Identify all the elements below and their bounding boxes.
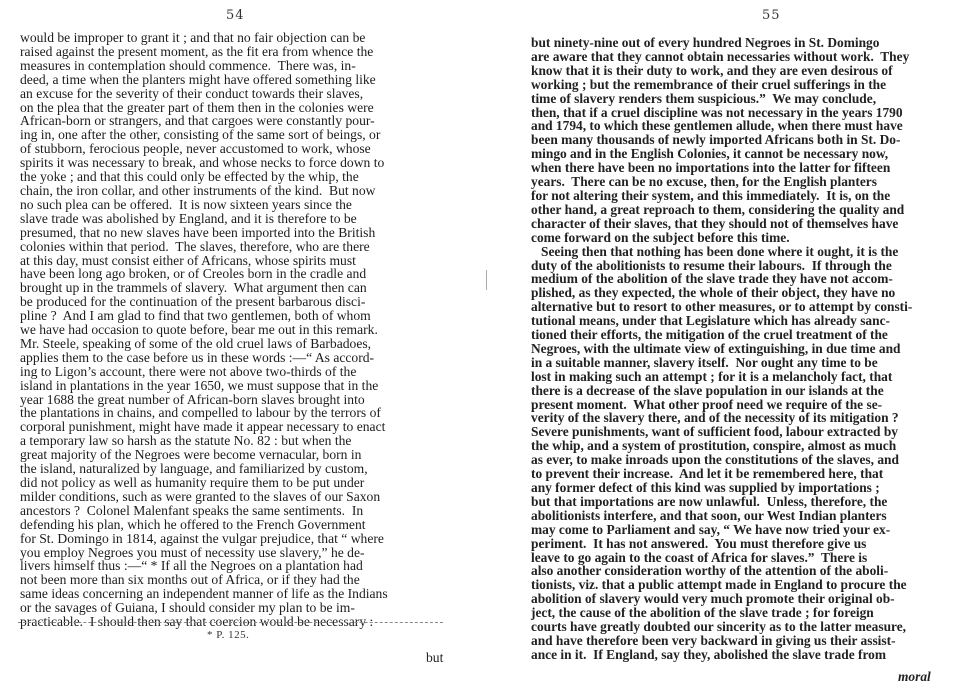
footnote-rule (18, 622, 443, 623)
catchword-right: moral (898, 669, 931, 684)
right-page-body-text: but ninety-nine out of every hundred Negroes in St. Domingo are aware that they cannot obtain necessaries without work. They know that it is their duty to work, and they are even desirous of working ; but the remembrance of their cruel sufferings in the time of slavery renders them suspicious.” We may conclude, then, that if a cruel discipline was not necessary in the years 1790 and 1794, to which these gentlemen allude, when there must have been many thousands of newly imported Africans both in St. Do- mingo and in the English Colonies, it cannot be necessary now, when there have been no importations into the latter for fifteen years. There can be no excuse, then, for the English planters for not altering their system, and this immediately. It is, on the other hand, a great reproach to them, considering the quality and character of their slaves, that they should not of themselves have come forward on the subject before this time. Seeing then that nothing has been done where it ought, it is the duty of the abolitionists to resume their labours. If through the medium of the abolition of the slave trade they have not accom- plished, as they expected, the whole of their object, they have no alternative but to resort to other measures, or to attempt by consti- tutional means, under that Legislature which has already sanc- tioned their efforts, the mitigation of the cruel treatment of the Negroes, with the ultimate view of extinguishing, in due time and in a suitable manner, slavery itself. Nor ought any time to be lost in making such an attempt ; for it is a melancholy fact, that there is a decrease of the slave population in our islands at the present moment. What other proof need we require of the se- verity of the slavery there, and of the necessity of its mitigation ? Severe punishments, want of sufficient food, labour extracted by the whip, and a system of prostitution, conspire, almost as much as ever, to make inroads upon the constitutions of the slaves, and to prevent their increase. And let it be remembered here, that any former defect of this kind was supplied by importations ; but that importations are now unlawful. Unless, therefore, the abolitionists interfere, and that soon, our West Indian planters may come to Parliament and say, “ We have now tried your ex- periment. It has not answered. You must therefore give us leave to go again to the coast of Africa for slaves.” There is also another consideration worthy of the attention of the aboli- tionists, viz. that a public attempt made in England to procure the abolition of slavery would very much promote their original ob- ject, the cause of the abolition of the slave trade ; for foreign courts have greatly doubted our sincerity as to the latter measure, and have therefore been very backward in giving us their assist- ance in it. If England, say they, abolished the slave trade from (531, 35, 913, 662)
gutter-mark (486, 270, 487, 290)
page-number-right: 55 (762, 8, 781, 23)
catchword-left: but (426, 650, 444, 665)
left-page-body-text: would be improper to grant it ; and that no fair objection can be raised against the present moment, as the fit era from whence the measures in contemplation should commence. There was, in- deed, a time when the planters might have offered something like an excuse for the severity of their conduct towards their slaves, on the plea that the greater part of them then in the colonies were African-born or strangers, and that cargoes were constantly pour- ing in, one after the other, consisting of the same sort of beings, or of stubborn, ferocious people, never accustomed to work, whose spirits it was necessary to break, and whose necks to force down to the yoke ; and that this could only be effected by the whip, the chain, the iron collar, and other instruments of the kind. But now no such plea can be offered. It is now sixteen years since the slave trade was abolished by England, and it is therefore to be presumed, that no new slaves have been imported into the British colonies within that period. The slaves, therefore, who are there at this day, must consist either of Africans, whose spirits must have been long ago broken, or of Creoles born in the cradle and brought up in the trammels of slavery. What argument then can be produced for the continuation of the present barbarous disci- pline ? And I am glad to find that two gentlemen, both of whom we have had occasion to quote before, bear me out in this remark. Mr. Steele, speaking of some of the old cruel laws of Barbadoes, applies them to the case before us in these words :—“ As accord- ing to Ligon’s account, there were not above two-thirds of the island in plantations in the year 1650, we must suppose that in the year 1688 the great number of African-born slaves brought into the plantations in chains, and compelled to labour by the terrors of corporal punishment, might have made it appear necessary to enact a temporary law so harsh as the statute No. 82 : but when the great majority of the Negroes were become vernacular, born in the island, naturalized by language, and familiarized by custom, did not policy as well as humanity require them to be put under milder conditions, such as were granted to the slaves of our Saxon ancestors ? Colonel Malenfant speaks the same sentiments. In defending his plan, which he offered to the French Government for St. Domingo in 1814, against the vulgar prejudice, that “ where you employ Negroes you must of necessity use slavery,” he de- livers himself thus :—“ * If all the Negroes on a plantation had not been more than six months out of Africa, or if they had the same ideas concerning an independent manner of life as the Indians or the savages of Guiana, I should consider my plan to be im- practicable. I should then say that coercion would be necessary : (20, 30, 388, 630)
right-page (490, 0, 980, 688)
footnote: * P. 125. (207, 629, 250, 641)
page-number-left: 54 (226, 8, 245, 23)
